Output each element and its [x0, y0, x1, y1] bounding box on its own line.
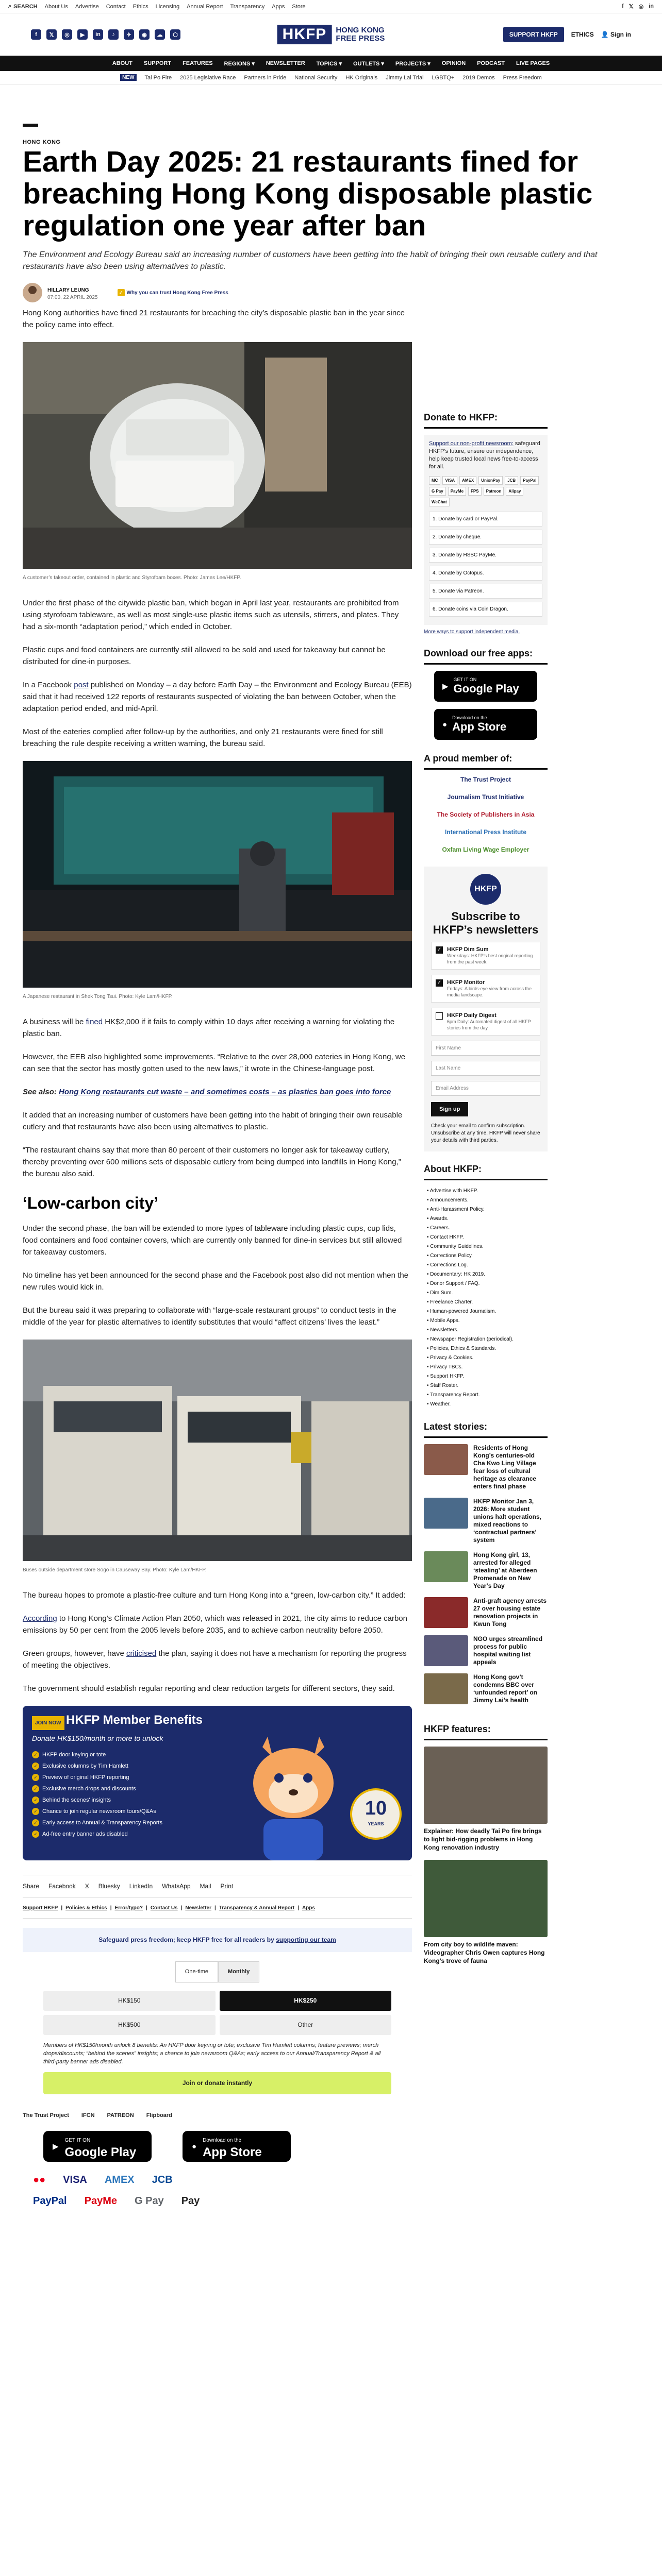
checkbox-checked[interactable]: ✓ — [436, 979, 443, 987]
latest-story[interactable]: HKFP Monitor Jan 3, 2026: More student unions halt operations, mixed reactions to ‘contractual partners’ system — [424, 1498, 548, 1544]
apps-heading: Download our free apps: — [424, 648, 548, 665]
sidebar — [424, 412, 548, 1973]
latest-story[interactable]: Anti-graft agency arrests 27 over housing estate renovation projects in Kwun Tong — [424, 1597, 548, 1628]
about-link[interactable]: • Contact HKFP. — [427, 1233, 548, 1242]
card-logo: JCB — [505, 476, 518, 485]
amount-options — [43, 1991, 391, 2035]
trust-project-logo[interactable]: The Trust Project — [23, 2112, 69, 2119]
paypal-logo: PayPal — [33, 2195, 67, 2207]
apple-icon: ● — [192, 2142, 197, 2151]
features-heading: HKFP features: — [424, 1724, 548, 1740]
promo-subtitle: Donate HK$150/month or more to unlock — [32, 1734, 163, 1742]
card-logo: UnionPay — [478, 476, 503, 485]
google-pay-logo: G Pay — [134, 2195, 164, 2207]
search-icon: ⌕ — [8, 3, 12, 9]
latest-story[interactable]: NGO urges streamlined process for public hospital waiting list appeals — [424, 1635, 548, 1666]
benefit-item: ✓ Preview of original HKFP reporting — [32, 1772, 162, 1783]
paragraph: Hong Kong authorities have fined 21 restaurants for breaching the city’s disposable plastic ban in the year since the policy came into effect. — [23, 309, 405, 329]
paragraph: It added that an increasing number of customers have been getting into the habit of bringing their own reusable cutlery and that restaurants have also been using alternatives to plastic. — [23, 1111, 403, 1131]
nav-live-pages[interactable]: LIVE PAGES — [516, 60, 550, 66]
see-also: See also: Hong Kong restaurants cut waste – and sometimes costs – as plastics ban goes into force — [23, 1088, 391, 1096]
share-print[interactable]: Print — [220, 1883, 234, 1890]
card-logo: VISA — [442, 476, 457, 485]
mastercard-logo: ●● — [33, 2174, 46, 2185]
nav-topics[interactable]: TOPICS ▾ — [316, 60, 342, 67]
about-link[interactable]: • Community Guidelines. — [427, 1242, 548, 1251]
utility-social — [622, 3, 654, 10]
sopa-logo[interactable]: The Society of Publishers in Asia — [437, 811, 535, 818]
support-team-link[interactable]: supporting our team — [276, 1936, 336, 1943]
google-play-button[interactable]: ▶ GET IT ON Google Play — [43, 2131, 152, 2162]
photo-caption: Buses outside department store Sogo in Causeway Bay. Photo: Kyle Lam/HKFP. — [23, 1567, 207, 1573]
user-icon: 👤 — [601, 31, 610, 38]
benefit-item: ✓ Ad-free entry banner ads disabled — [32, 1828, 162, 1840]
frequency-toggle — [23, 1961, 412, 1982]
section-heading: ‘Low-carbon city’ — [23, 1194, 159, 1212]
email-input[interactable]: Email Address — [431, 1081, 540, 1096]
paragraph: The government should establish regular reporting and clear reduction targets for different sectors, they said. — [23, 1684, 395, 1693]
jti-logo[interactable]: Journalism Trust Initiative — [447, 793, 524, 801]
paragraph: In a Facebook post published on Monday – a day before Earth Day – the Environment and Ecology Bureau (EEB) said that it had received 122 reports of restaurants suspected of violating the ban between October, when the adaptation period ended, and mid-April. — [23, 681, 412, 713]
share-facebook[interactable]: Facebook — [48, 1883, 76, 1890]
member-heading: A proud member of: — [424, 753, 548, 770]
member-benefit-text: Members of HK$150/month unlock 8 benefits: An HKFP door keyring or tote; exclusive Tim Hamlett columns; feature previews; merch drops/discounts; “behind the scenes” insights; a chance to join newsroom Q&As; early access to our Annual/Transparency Report & all third-party banner ads disabled. — [43, 2042, 381, 2065]
oxfam-logo[interactable]: Oxfam Living Wage Employer — [442, 846, 529, 853]
card-logo: FPS — [468, 487, 482, 496]
amount-option-selected[interactable]: HK$250 — [220, 1991, 392, 2011]
about-link[interactable]: • Support HKFP. — [427, 1372, 548, 1381]
about-link[interactable]: • Staff Roster. — [427, 1381, 548, 1391]
shield-icon: ✓ — [118, 289, 125, 296]
utility-link-advertise[interactable]: Advertise — [75, 3, 99, 10]
utility-link-annual-report[interactable]: Annual Report — [187, 3, 223, 10]
fine-link[interactable]: fined — [86, 1018, 103, 1026]
paragraph: No timeline has yet been announced for the second phase and the Facebook post also did not mention when the new rules would kick in. — [23, 1271, 409, 1292]
share-label: Share — [23, 1883, 40, 1890]
about-link[interactable]: • Careers. — [427, 1224, 548, 1233]
threads-icon[interactable]: ◉ — [139, 29, 150, 40]
feature-image[interactable] — [424, 1747, 548, 1824]
site-logo[interactable] — [277, 25, 385, 44]
donate-option[interactable]: 2. Donate by cheque. — [429, 530, 542, 545]
flipboard-logo[interactable]: Flipboard — [146, 2112, 172, 2119]
sign-up-button[interactable]: Sign up — [431, 1102, 468, 1116]
utility-links — [45, 4, 306, 10]
paragraph: A business will be fined HK$2,000 if it fails to comply within 10 days after receiving a warning for violating the plastic ban. — [23, 1018, 395, 1038]
trending-link[interactable]: Tai Po Fire — [144, 74, 172, 81]
about-link[interactable]: • Human-powered Journalism. — [427, 1307, 548, 1316]
payme-logo: PayMe — [84, 2195, 117, 2207]
publish-date: 07:00, 22 APRIL 2025 — [47, 295, 98, 300]
article-standfirst: The Environment and Ecology Bureau said an increasing number of customers have been getting into the habit of bringing their own reusable cutlery and that restaurants have also been using alternatives to plastic. — [23, 250, 598, 271]
nav-opinion[interactable]: OPINION — [441, 60, 466, 66]
google-play-icon: ▶ — [53, 2142, 59, 2151]
mastodon-icon[interactable]: ⬡ — [170, 29, 180, 40]
app-store-button[interactable]: ● Download on the App Store — [434, 709, 537, 740]
hkfp-logo: HKFP — [470, 874, 501, 905]
story-thumbnail — [424, 1551, 468, 1582]
amount-option-other[interactable]: Other — [220, 2015, 392, 2035]
join-donate-button[interactable]: Join or donate instantly — [43, 2072, 391, 2094]
trending-link[interactable]: Jimmy Lai Trial — [386, 74, 424, 81]
amount-option[interactable]: HK$500 — [43, 2015, 216, 2035]
card-logo: Alipay — [506, 487, 523, 496]
footer-link[interactable]: Error/typo? — [114, 1905, 143, 1911]
app-store-buttons — [43, 2131, 412, 2162]
photo-caption: A customer’s takeout order, contained in plastic and Styrofoam boxes. Photo: James Lee/HKFP. — [23, 575, 241, 581]
first-name-input[interactable]: First Name — [431, 1041, 540, 1056]
sidebar-store-buttons — [424, 671, 548, 740]
trending-link[interactable]: 2019 Demos — [462, 74, 495, 81]
nav-podcast[interactable]: PODCAST — [477, 60, 505, 66]
about-heading: About HKFP: — [424, 1164, 548, 1180]
safeguard-banner: Safeguard press freedom; keep HKFP free for all readers by supporting our team — [23, 1928, 412, 1952]
promo-title: HKFP Member Benefits — [66, 1713, 203, 1727]
payment-logos — [33, 2174, 412, 2186]
climate-plan-link[interactable]: According — [23, 1614, 57, 1623]
more-ways-link[interactable]: More ways to support independent media. — [424, 629, 520, 635]
story-thumbnail — [424, 1444, 468, 1475]
ipi-logo[interactable]: International Press Institute — [444, 828, 527, 836]
payment-cards — [429, 476, 542, 506]
latest-story[interactable]: Residents of Hong Kong’s centuries-old Cha Kwo Ling Village fear loss of cultural heritage as clearance enters final phase — [424, 1444, 548, 1490]
latest-story[interactable]: Hong Kong girl, 13, arrested for alleged ‘stealing’ at Aberdeen Promenade on New Year’s Day — [424, 1551, 548, 1590]
facebook-icon[interactable]: f — [31, 29, 41, 40]
main-nav — [0, 56, 662, 71]
paragraph: Under the first phase of the citywide plastic ban, which began in April last year, restaurants are prohibited from using styrofoam tableware, as well as most single-use plastic items such as utensils, stirrers, and plates. They had a six-month “adaptation period,” which ended in October. — [23, 599, 399, 631]
see-also-link[interactable]: Hong Kong restaurants cut waste – and sometimes costs – as plastics ban goes into force — [59, 1088, 391, 1096]
benefit-item: ✓ Exclusive columns by Tim Hamlett — [32, 1760, 162, 1772]
card-logo: PayPal — [520, 476, 539, 485]
share-row — [23, 1875, 412, 1892]
benefit-list — [32, 1749, 162, 1840]
newsletter-title: Subscribe to HKFP’s newsletters — [433, 910, 539, 936]
share-bluesky[interactable]: Bluesky — [98, 1883, 120, 1890]
criticised-link[interactable]: criticised — [126, 1649, 157, 1658]
payment-logos-2 — [33, 2195, 412, 2207]
google-play-icon: ▶ — [442, 682, 449, 691]
article-photo-buses[interactable] — [23, 1340, 412, 1561]
youtube-icon[interactable]: ▶ — [77, 29, 88, 40]
article-headline: Earth Day 2025: 21 restaurants fined for breaching Hong Kong disposable plastic regulation one year after ban — [23, 145, 593, 242]
feature-title[interactable]: From city boy to wildlife maven: Videographer Chris Owen captures Hong Kong’s trove of fauna — [424, 1941, 545, 1964]
newsletter-box — [424, 867, 548, 1151]
story-thumbnail — [424, 1498, 468, 1529]
new-badge: NEW — [120, 74, 136, 81]
card-logo: MC — [429, 476, 440, 485]
logo-wordmark: HONG KONG FREE PRESS — [336, 26, 385, 43]
article-header — [23, 124, 641, 302]
patreon-logo[interactable]: PATREON — [107, 2112, 134, 2119]
latest-heading: Latest stories: — [424, 1421, 548, 1438]
story-thumbnail — [424, 1673, 468, 1704]
about-link[interactable]: • Newspaper Registration (periodical). — [427, 1335, 548, 1344]
takeout-image — [23, 342, 412, 569]
ethics-link[interactable]: ETHICS — [571, 31, 594, 38]
about-link[interactable]: • Advertise with HKFP. — [427, 1187, 548, 1196]
trending-nav — [0, 71, 662, 84]
linkedin-icon[interactable]: in — [649, 3, 654, 9]
facebook-post-link[interactable]: post — [74, 681, 89, 689]
about-link[interactable]: • Privacy TBCs. — [427, 1363, 548, 1372]
nav-newsletter[interactable]: NEWSLETTER — [266, 60, 305, 66]
donate-heading: Donate to HKFP: — [424, 412, 548, 429]
about-link[interactable]: • Freelance Charter. — [427, 1298, 548, 1307]
benefit-item: ✓ Early access to Annual & Transparency Reports — [32, 1817, 162, 1828]
author-info — [47, 285, 98, 300]
donate-option[interactable]: 5. Donate via Patreon. — [429, 584, 542, 599]
feature-title[interactable]: Explainer: How deadly Tai Po fire brings to light bid-rigging problems in Hong Kong renovation industry — [424, 1827, 542, 1851]
utility-link-licensing[interactable]: Licensing — [155, 3, 180, 10]
restaurant-image — [23, 761, 412, 988]
trending-link[interactable]: Press Freedom — [503, 74, 542, 81]
logo-mark: HKFP — [277, 25, 332, 44]
header-actions — [503, 27, 631, 42]
paragraph: The bureau hopes to promote a plastic-free culture and turn Hong Kong into a “green, low-carbon city.” It added: — [23, 1591, 406, 1600]
share-x[interactable]: X — [85, 1883, 89, 1890]
support-newsroom-link[interactable]: Support our non-profit newsroom: — [429, 440, 514, 447]
author-avatar — [23, 283, 42, 302]
newsletter-option[interactable]: ✓ HKFP Monitor Fridays: A birds-eye view from across the media landscape. — [431, 975, 540, 1003]
paragraph: Plastic cups and food containers are currently still allowed to be sold and used for takeaway but cannot be distributed for dine-in purposes. — [23, 646, 386, 666]
trending-link[interactable]: Partners in Pride — [244, 74, 287, 81]
article-photo-takeout[interactable] — [23, 342, 412, 569]
footer-link[interactable]: Newsletter — [185, 1905, 211, 1911]
paragraph: Most of the eateries complied after follow-up by the authorities, and only 21 restaurants were fined for still breaching the rule despite receiving a written warning, the bureau said. — [23, 727, 383, 748]
share-mail[interactable]: Mail — [200, 1883, 211, 1890]
trust-project-logo[interactable]: The Trust Project — [460, 776, 511, 783]
about-link[interactable]: • Corrections Policy. — [427, 1251, 548, 1261]
ten-year-badge: 10 YEARS — [350, 1788, 402, 1840]
checkbox[interactable] — [436, 1012, 443, 1020]
trending-link[interactable]: National Security — [294, 74, 338, 81]
paragraph: According to Hong Kong’s Climate Action Plan 2050, which was released in 2021, the city aims to reduce carbon emissions by 50 per cent from the 2005 levels before 2035, and to achieve carbon neutrality before 2050. — [23, 1614, 407, 1635]
trending-link[interactable]: 2025 Legislative Race — [180, 74, 236, 81]
latest-story[interactable]: Hong Kong gov’t condemns BBC over ‘unfounded report’ on Jimmy Lai’s health — [424, 1673, 548, 1704]
apple-pay-logo: Pay — [181, 2195, 200, 2207]
about-link[interactable]: • Documentary: HK 2019. — [427, 1270, 548, 1279]
card-logo: G Pay — [429, 487, 446, 496]
donate-box — [424, 435, 548, 625]
card-logo: Patreon — [484, 487, 504, 496]
newsletter-note: Check your email to confirm subscription. Unsubscribe at any time. HKFP will never share your details with third parties. — [431, 1123, 540, 1143]
utility-link-ethics[interactable]: Ethics — [133, 3, 148, 10]
checkbox-checked[interactable]: ✓ — [436, 946, 443, 954]
google-play-button[interactable]: ▶ GET IT ON Google Play — [434, 671, 537, 702]
jcb-logo: JCB — [152, 2174, 173, 2185]
visa-logo: VISA — [63, 2174, 87, 2185]
benefit-item: ✓ HKFP door keying or tote — [32, 1749, 162, 1760]
tiktok-icon[interactable]: ♪ — [108, 29, 119, 40]
share-linkedin[interactable]: LinkedIn — [129, 1883, 153, 1890]
byline — [23, 283, 641, 302]
support-hkfp-button[interactable]: SUPPORT HKFP — [503, 27, 564, 42]
buses-image — [23, 1340, 412, 1561]
newsletter-option[interactable]: ✓ HKFP Dim Sum Weekdays: HKFP’s best original reporting from the past week. — [431, 942, 540, 970]
footer-link[interactable]: Apps — [302, 1905, 315, 1911]
bluesky-icon[interactable]: ☁ — [155, 29, 165, 40]
amex-logo: AMEX — [104, 2174, 135, 2185]
about-link[interactable]: • Weather. — [427, 1400, 548, 1409]
newsletter-option[interactable]: HKFP Daily Digest 6pm Daily: Automated digest of all HKFP stories from the day. — [431, 1008, 540, 1036]
paragraph: “The restaurant chains say that more than 80 percent of their customers no longer ask for takeaway cutlery, thereby preventing over 600 millions sets of disposable cutlery from being dumped into landfills in Hong Kong,” the bureau also said. — [23, 1146, 401, 1178]
donate-option[interactable]: 4. Donate by Octopus. — [429, 566, 542, 581]
author-name[interactable]: HILLARY LEUNG — [47, 287, 89, 293]
facebook-icon[interactable]: f — [622, 3, 624, 9]
nav-features[interactable]: FEATURES — [183, 60, 213, 66]
about-link[interactable]: • Newsletters. — [427, 1326, 548, 1335]
card-logo: PayMe — [448, 487, 466, 496]
paragraph: Under the second phase, the ban will be extended to more types of tableware including plastic cups, cup lids, food containers and food container covers, which are currently only banned for dine-in services but still allowed for takeaway customers. — [23, 1224, 402, 1257]
linkedin-icon[interactable]: in — [93, 29, 103, 40]
about-link[interactable]: • Privacy & Cookies. — [427, 1353, 548, 1363]
utility-link-apps[interactable]: Apps — [272, 3, 285, 10]
card-logo: AMEX — [459, 476, 476, 485]
join-now-tag: JOIN NOW — [32, 1716, 64, 1730]
app-store-button[interactable]: ● Download on the App Store — [183, 2131, 291, 2162]
footer-link[interactable]: Policies & Ethics — [65, 1905, 107, 1911]
instagram-icon[interactable]: ◎ — [62, 29, 72, 40]
utility-bar — [0, 0, 662, 13]
nav-regions[interactable]: REGIONS ▾ — [224, 60, 255, 67]
member-benefits-banner[interactable] — [23, 1706, 412, 1860]
ifcn-logo[interactable]: IFCN — [81, 2112, 95, 2119]
telegram-icon[interactable]: ✈ — [124, 29, 134, 40]
search-button[interactable]: ⌕ SEARCH — [8, 3, 38, 10]
utility-link-store[interactable]: Store — [292, 3, 306, 10]
footer-link[interactable]: Support HKFP — [23, 1905, 58, 1911]
utility-link-about[interactable]: About Us — [44, 3, 68, 10]
section-tag[interactable]: HONG KONG — [23, 139, 61, 145]
last-name-input[interactable]: Last Name — [431, 1061, 540, 1076]
site-header — [0, 13, 662, 56]
donate-lead: Support our non-profit newsroom: safeguard HKFP’s future, ensure our independence, help keep trusted local news free-to-access for all. — [429, 440, 540, 470]
monthly-option[interactable]: Monthly — [218, 1961, 259, 1982]
apple-icon: ● — [442, 720, 448, 729]
feature-image[interactable] — [424, 1860, 548, 1937]
nav-support[interactable]: SUPPORT — [143, 60, 172, 66]
story-thumbnail — [424, 1635, 468, 1666]
about-link[interactable]: • Policies, Ethics & Standards. — [427, 1344, 548, 1353]
benefit-item: ✓ Behind the scenes' insights — [32, 1794, 162, 1806]
amount-option[interactable]: HK$150 — [43, 1991, 216, 2011]
benefit-item: ✓ Chance to join regular newsroom tours/Q&As — [32, 1806, 162, 1817]
about-link[interactable]: • Transparency Report. — [427, 1391, 548, 1400]
paragraph: But the bureau said it was preparing to collaborate with “large-scale restaurant groups” to conduct tests in the middle of the year for plastic alternatives to identify substitutes that would “affect citizens’ lives the least.” — [23, 1306, 396, 1327]
membership-logos — [424, 776, 548, 853]
nav-outlets[interactable]: OUTLETS ▾ — [353, 60, 384, 67]
about-link[interactable]: • Announcements. — [427, 1196, 548, 1205]
trending-link[interactable]: HK Originals — [345, 74, 378, 81]
paragraph: However, the EEB also highlighted some improvements. “Relative to the over 28,000 eateries in Hong Kong, we can see that the sector has mostly gotten used to the new laws,” it wrote in the Chinese-language post. — [23, 1053, 406, 1073]
story-thumbnail — [424, 1597, 468, 1628]
about-list — [424, 1187, 548, 1409]
about-link[interactable]: • Mobile Apps. — [427, 1316, 548, 1326]
article-photo-restaurant[interactable] — [23, 761, 412, 988]
article-body — [23, 307, 412, 2216]
article-footer-links: Support HKFP | Policies & Ethics | Error/typo? | Contact Us | Newsletter | Transparency & Annual Report | Apps — [23, 1897, 412, 1919]
footer-logos — [23, 2110, 412, 2122]
nav-projects[interactable]: PROJECTS ▾ — [395, 60, 431, 67]
trust-link[interactable]: ✓ Why you can trust Hong Kong Free Press — [118, 289, 228, 296]
deer-mascot-illustration — [237, 1726, 350, 1860]
photo-caption: A Japanese restaurant in Shek Tong Tsui. Photo: Kyle Lam/HKFP. — [23, 994, 173, 999]
footer-link[interactable]: Transparency & Annual Report — [219, 1905, 295, 1911]
sign-in-link[interactable]: 👤 Sign in — [601, 31, 631, 38]
x-icon[interactable]: 𝕏 — [628, 4, 634, 10]
trending-link[interactable]: LGBTQ+ — [432, 74, 455, 81]
donate-option[interactable]: 3. Donate by HSBC PayMe. — [429, 548, 542, 563]
about-link[interactable]: • Corrections Log. — [427, 1261, 548, 1270]
footer-link[interactable]: Contact Us — [150, 1905, 178, 1911]
about-link[interactable]: • Dim Sum. — [427, 1289, 548, 1298]
section-rule — [23, 124, 38, 127]
utility-link-transparency[interactable]: Transparency — [230, 3, 265, 10]
share-whatsapp[interactable]: WhatsApp — [162, 1883, 191, 1890]
paragraph: Green groups, however, have criticised the plan, saying it does not have a mechanism for reporting the progress of meeting the objectives. — [23, 1649, 407, 1670]
one-time-option[interactable]: One-time — [175, 1961, 218, 1982]
utility-link-contact[interactable]: Contact — [106, 3, 126, 10]
benefit-item: ✓ Exclusive merch drops and discounts — [32, 1783, 162, 1794]
about-link[interactable]: • Awards. — [427, 1214, 548, 1224]
about-link[interactable]: • Anti-Harassment Policy. — [427, 1205, 548, 1214]
social-icons — [31, 29, 180, 40]
instagram-icon[interactable]: ◎ — [638, 4, 644, 10]
card-logo: WeChat — [429, 498, 450, 506]
about-link[interactable]: • Donor Support / FAQ. — [427, 1279, 548, 1289]
nav-about[interactable]: ABOUT — [112, 60, 133, 66]
donate-option[interactable]: 1. Donate by card or PayPal. — [429, 512, 542, 527]
x-icon[interactable]: 𝕏 — [46, 29, 57, 40]
donate-option[interactable]: 6. Donate coins via Coin Dragon. — [429, 602, 542, 617]
